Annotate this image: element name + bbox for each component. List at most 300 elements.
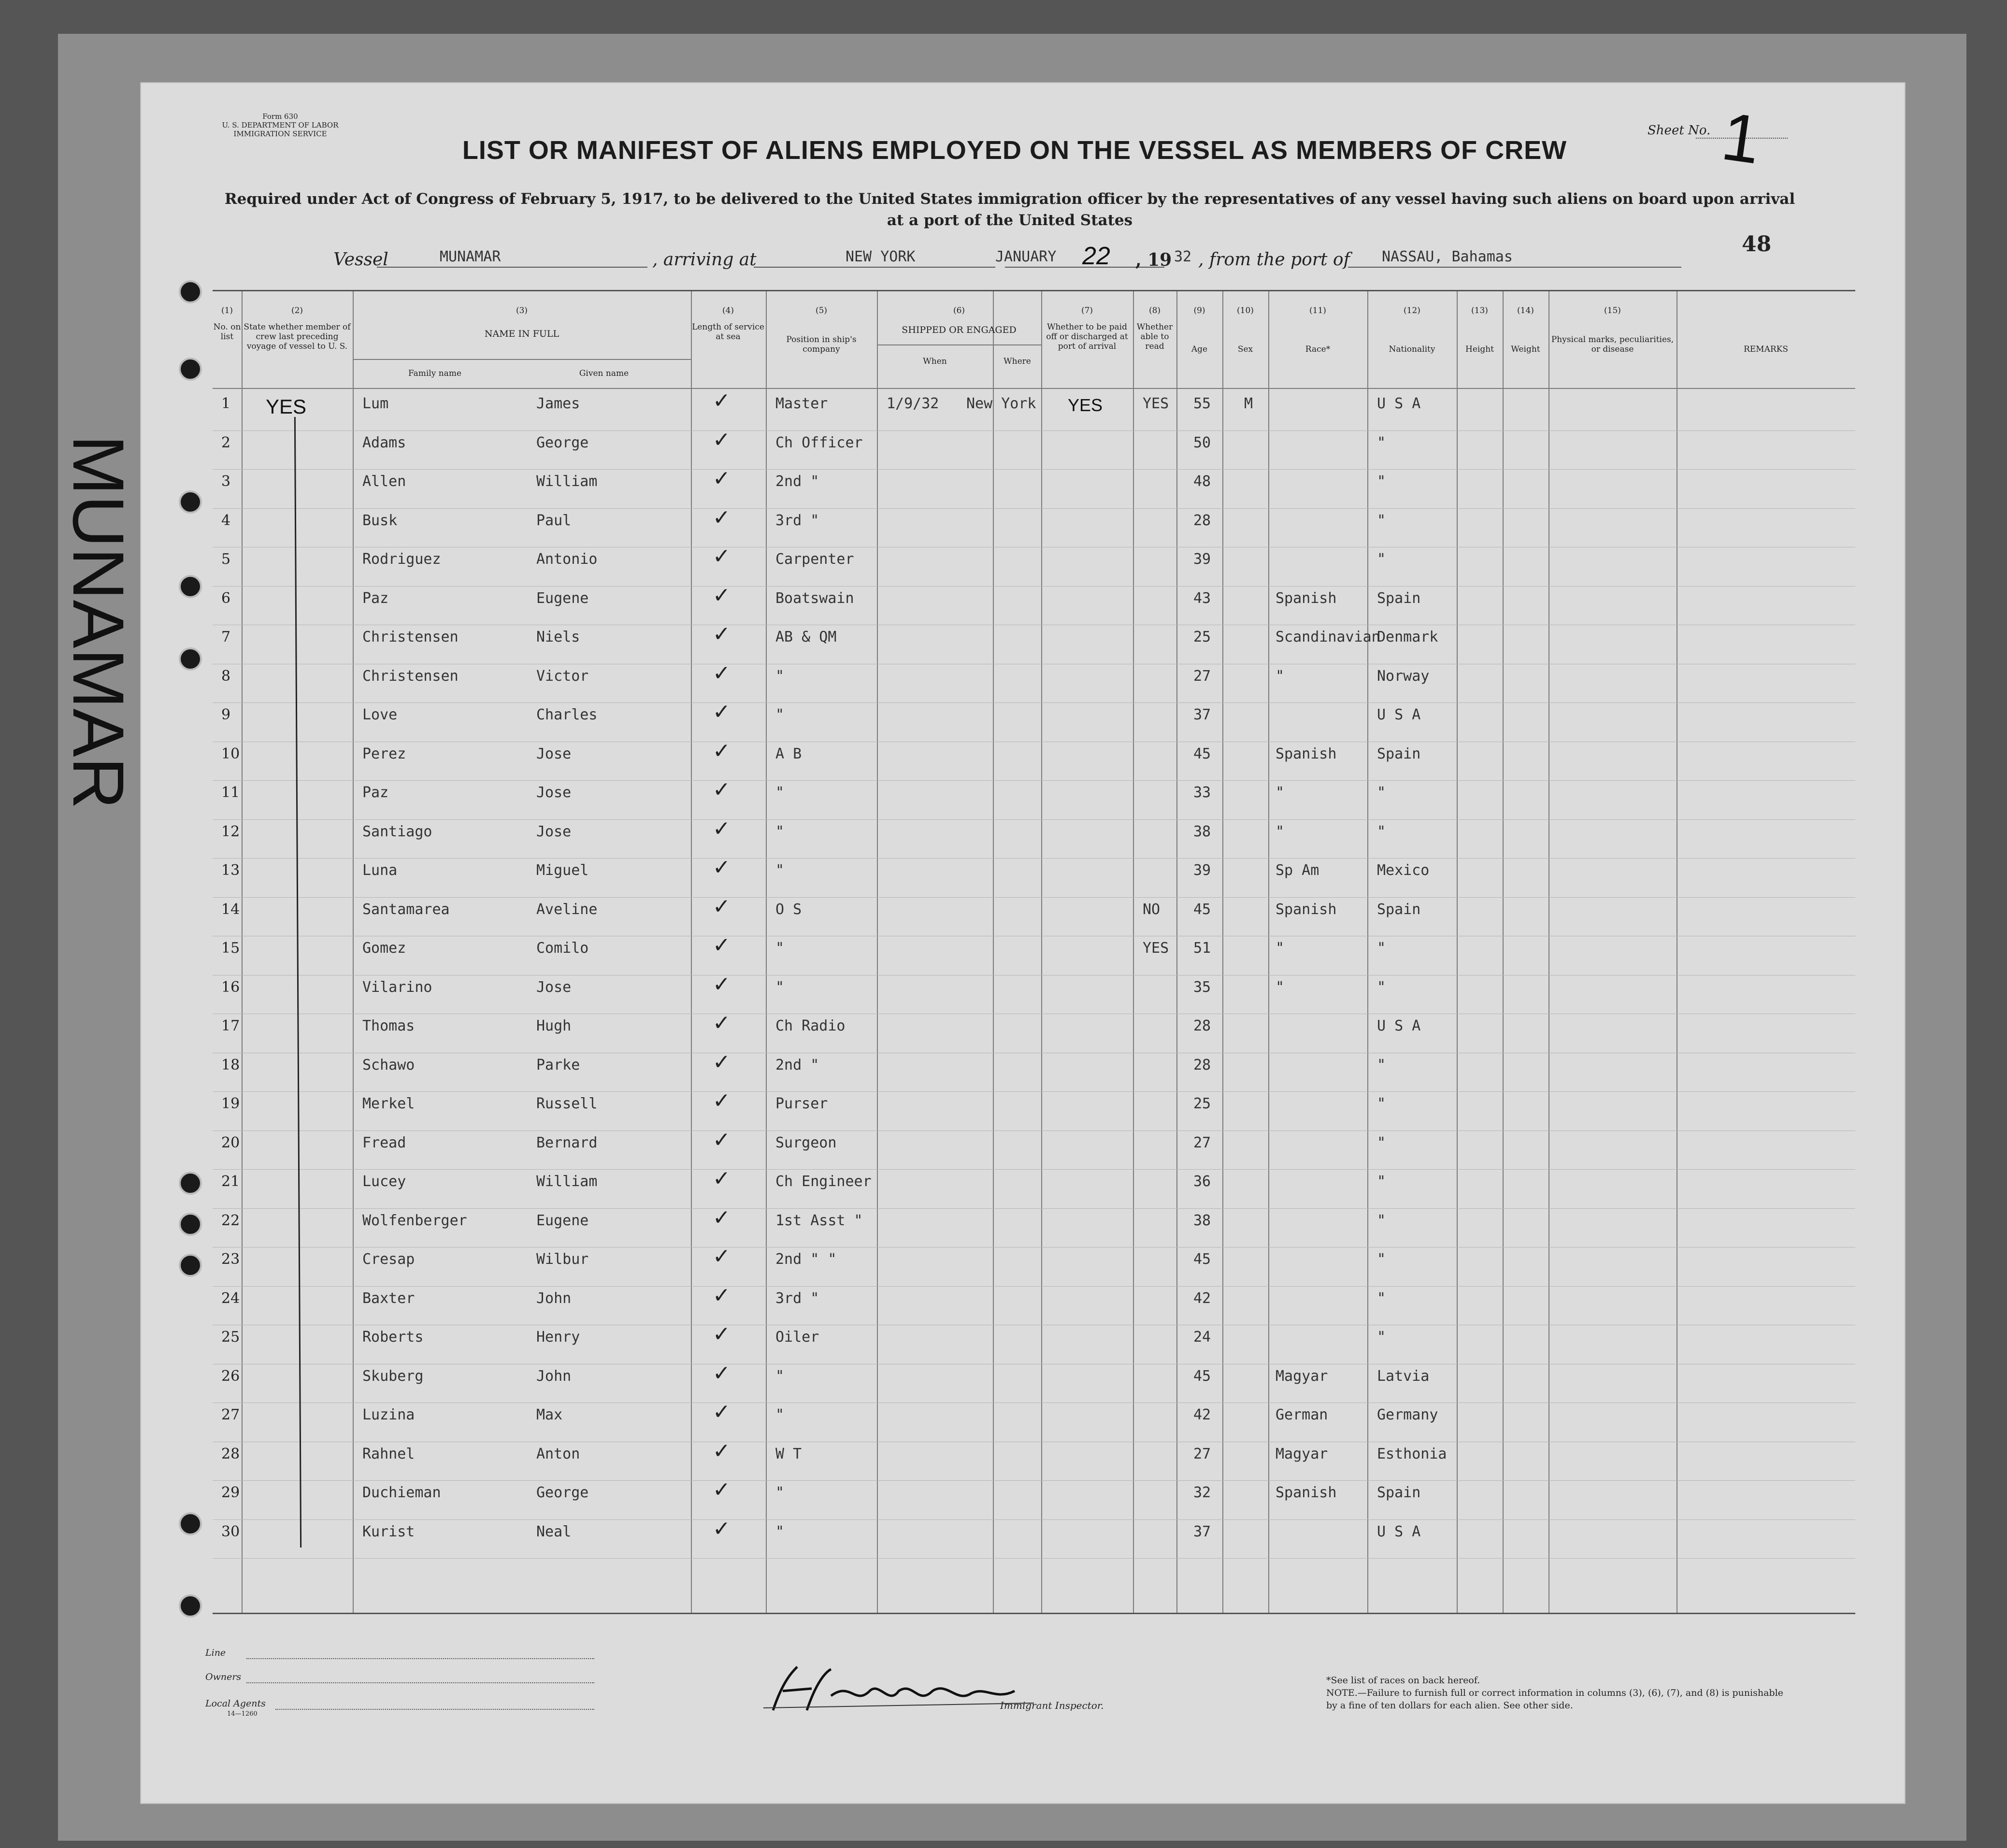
given-name: William	[536, 1173, 598, 1190]
nationality: Germany	[1377, 1406, 1438, 1423]
service-check: ✓	[713, 1011, 731, 1035]
age: 24	[1193, 1329, 1211, 1346]
table-row-rule	[213, 1480, 1855, 1481]
race: Sp Am	[1276, 862, 1319, 879]
row-number: 11	[221, 784, 240, 801]
row-number: 18	[221, 1056, 240, 1074]
service-check: ✓	[713, 427, 731, 452]
row-number: 19	[221, 1095, 240, 1112]
family-name-header: Family name	[408, 369, 462, 378]
page-number: 48	[1742, 232, 1772, 257]
table-row-rule	[213, 1091, 1855, 1092]
family-name: Wolfenberger	[362, 1212, 467, 1229]
shipped-header-rule	[877, 344, 1041, 345]
service-check: ✓	[713, 388, 731, 413]
agents-form-number: 14—1260	[227, 1710, 258, 1718]
age: 28	[1193, 1056, 1211, 1074]
table-row-rule	[213, 780, 1855, 781]
year-prefix: , 19	[1135, 250, 1172, 270]
table-row-rule	[213, 1208, 1855, 1209]
punch-hole	[179, 358, 202, 381]
nationality: "	[1377, 551, 1386, 568]
given-name: Comilo	[536, 940, 589, 957]
age: 39	[1193, 862, 1211, 879]
age: 50	[1193, 434, 1211, 451]
col-7-header: (7) Whether to be paid off or discharged at port of arrival	[1046, 306, 1128, 351]
department-name: U. S. DEPARTMENT OF LABOR	[222, 121, 339, 129]
race: "	[1276, 940, 1285, 957]
age: 28	[1193, 512, 1211, 529]
given-name: John	[536, 1289, 572, 1307]
nationality: Norway	[1377, 667, 1430, 685]
age: 38	[1193, 823, 1211, 840]
position: "	[775, 784, 785, 801]
column-divider	[691, 291, 692, 1613]
arrival-month: JANUARY	[995, 248, 1057, 265]
nationality: U S A	[1377, 1523, 1421, 1540]
family-name: Rodriguez	[362, 551, 441, 568]
age: 43	[1193, 589, 1211, 607]
nationality: Spain	[1377, 745, 1421, 762]
family-name: Cresap	[362, 1251, 415, 1268]
given-name: Max	[536, 1406, 563, 1423]
position: "	[775, 1523, 785, 1540]
table-row-rule	[213, 858, 1855, 859]
family-name: Fread	[362, 1134, 406, 1151]
owners-label: Owners	[205, 1672, 242, 1682]
when-header: When	[923, 357, 947, 366]
col-9-header: (9) Age	[1191, 306, 1208, 354]
race: "	[1276, 784, 1285, 801]
col-10-header: (10) Sex	[1237, 306, 1254, 354]
able-to-read: NO	[1143, 901, 1161, 918]
family-name: Roberts	[362, 1329, 424, 1346]
voyage-line	[203, 242, 1701, 272]
col-5-header: (5) Position in ship's company	[786, 306, 857, 354]
age: 35	[1193, 978, 1211, 996]
punch-hole	[179, 1594, 202, 1618]
position: Ch Officer	[775, 434, 863, 451]
table-row-rule	[213, 819, 1855, 820]
service-check: ✓	[713, 1361, 731, 1386]
given-name: John	[536, 1367, 572, 1385]
header-rule	[213, 388, 1855, 389]
table-row-rule	[213, 1169, 1855, 1170]
family-name: Christensen	[362, 667, 459, 685]
nationality: Esthonia	[1377, 1445, 1447, 1462]
nationality: Spain	[1377, 1484, 1421, 1501]
service-check: ✓	[713, 1127, 731, 1152]
shipped-where: New York	[966, 395, 1036, 412]
race: "	[1276, 823, 1285, 840]
age: 32	[1193, 1484, 1211, 1501]
column-divider	[353, 291, 354, 1613]
position: "	[775, 978, 785, 996]
page-title: LIST OR MANIFEST OF ALIENS EMPLOYED ON THE VESSEL AS MEMBERS OF CREW	[462, 136, 1567, 165]
previous-voyage: YES	[266, 395, 307, 418]
position: 3rd "	[775, 512, 819, 529]
service-check: ✓	[713, 1400, 731, 1424]
position: "	[775, 1484, 785, 1501]
row-number: 12	[221, 823, 240, 840]
service-check: ✓	[713, 738, 731, 763]
name-header-rule	[353, 359, 691, 360]
nationality: Mexico	[1377, 862, 1430, 879]
given-name: Eugene	[536, 1212, 589, 1229]
arrival-year: 32	[1174, 248, 1192, 265]
given-name: George	[536, 434, 589, 451]
family-name: Luzina	[362, 1406, 415, 1423]
family-name: Skuberg	[362, 1367, 424, 1385]
table-row-rule	[213, 430, 1855, 431]
nationality: "	[1377, 1134, 1386, 1151]
position: 2nd "	[775, 1056, 819, 1074]
table-row-rule	[213, 1558, 1855, 1559]
able-to-read: YES	[1143, 395, 1169, 412]
family-name: Christensen	[362, 629, 459, 645]
age: 45	[1193, 1367, 1211, 1385]
service-check: ✓	[713, 583, 731, 608]
family-name: Rahnel	[362, 1445, 415, 1462]
column-divider	[242, 291, 243, 1613]
given-name: Neal	[536, 1523, 572, 1540]
age: 25	[1193, 629, 1211, 645]
nationality: Spain	[1377, 901, 1421, 918]
given-name: Parke	[536, 1056, 580, 1074]
row-number: 15	[221, 940, 240, 957]
given-name: Jose	[536, 745, 572, 762]
row-number: 1	[221, 395, 231, 412]
col-15-header: (15) Physical marks, peculiarities, or disease	[1551, 306, 1674, 354]
row-number: 6	[221, 589, 231, 607]
col-8-header: (8) Whether able to read	[1136, 306, 1173, 351]
from-port-label: , from the port of	[1198, 250, 1350, 270]
position: 3rd "	[775, 1289, 819, 1307]
row-number: 26	[221, 1367, 240, 1385]
service-check: ✓	[713, 505, 731, 530]
age: 45	[1193, 1251, 1211, 1268]
nationality: "	[1377, 1095, 1386, 1112]
nationality: U S A	[1377, 395, 1421, 412]
row-number: 28	[221, 1445, 240, 1462]
position: "	[775, 823, 785, 840]
position: 2nd " "	[775, 1251, 837, 1268]
given-name: William	[536, 473, 598, 490]
punch-hole	[179, 1213, 202, 1236]
vessel-underline	[377, 267, 647, 268]
row-number: 16	[221, 978, 240, 996]
column-divider	[1548, 291, 1549, 1613]
line-label: Line	[205, 1647, 226, 1658]
given-name: Antonio	[536, 551, 598, 568]
line-field	[246, 1658, 594, 1659]
position: O S	[775, 901, 802, 918]
family-name: Lum	[362, 395, 389, 412]
given-name: Jose	[536, 978, 572, 996]
from-port: NASSAU, Bahamas	[1382, 248, 1513, 265]
row-number: 29	[221, 1484, 240, 1501]
position: Carpenter	[775, 551, 854, 568]
given-name: Charles	[536, 706, 598, 723]
family-name: Luna	[362, 862, 398, 879]
given-name: Jose	[536, 823, 572, 840]
row-number: 5	[221, 551, 231, 568]
agents-label: Local Agents	[205, 1698, 266, 1709]
age: 33	[1193, 784, 1211, 801]
family-name: Busk	[362, 512, 398, 529]
position: "	[775, 1367, 785, 1385]
service-check: ✓	[713, 1205, 731, 1230]
position: Ch Engineer	[775, 1173, 872, 1190]
service-check: ✓	[713, 466, 731, 491]
service-check: ✓	[713, 972, 731, 997]
row-number: 17	[221, 1017, 240, 1034]
col-1-header: (1) No. on list	[213, 306, 241, 342]
column-divider	[1176, 291, 1177, 1613]
given-name: Niels	[536, 629, 580, 645]
table-row-rule	[213, 897, 1855, 898]
remarks-header: REMARKS	[1743, 344, 1789, 354]
given-name: Paul	[536, 512, 572, 529]
column-divider	[1457, 291, 1458, 1613]
race: Spanish	[1276, 589, 1337, 607]
punch-hole	[179, 575, 202, 598]
column-divider	[877, 291, 878, 1613]
row-number: 7	[221, 629, 231, 645]
position: 1st Asst "	[775, 1212, 863, 1229]
position: A B	[775, 745, 802, 762]
row-number: 23	[221, 1251, 240, 1268]
age: 37	[1193, 1523, 1211, 1540]
service-check: ✓	[713, 1244, 731, 1269]
sheet-label: Sheet No.	[1648, 123, 1711, 138]
age: 39	[1193, 551, 1211, 568]
family-name: Paz	[362, 784, 389, 801]
shipped-when: 1/9/32	[887, 395, 939, 412]
position: Purser	[775, 1095, 828, 1112]
col-6-header: (6) SHIPPED OR ENGAGED	[902, 306, 1017, 335]
position: Ch Radio	[775, 1017, 846, 1034]
given-name: Bernard	[536, 1134, 598, 1151]
table-row-rule	[213, 1286, 1855, 1287]
agents-field	[275, 1709, 594, 1710]
nationality: "	[1377, 1251, 1386, 1268]
row-number: 24	[221, 1289, 240, 1307]
punch-hole	[179, 1512, 202, 1535]
row-number: 10	[221, 745, 240, 762]
given-name: Eugene	[536, 589, 589, 607]
family-name: Santamarea	[362, 901, 450, 918]
form-number: Form 630	[262, 112, 298, 121]
nationality: "	[1377, 1212, 1386, 1229]
service-check: ✓	[713, 660, 731, 686]
family-name: Vilarino	[362, 978, 432, 996]
nationality: Latvia	[1377, 1367, 1430, 1385]
nationality: "	[1377, 1056, 1386, 1074]
position: Oiler	[775, 1329, 819, 1346]
table-row-rule	[213, 1519, 1855, 1520]
column-divider	[1222, 291, 1223, 1613]
row-number: 4	[221, 512, 231, 529]
given-name: Russell	[536, 1095, 598, 1112]
position: Boatswain	[775, 589, 854, 607]
age: 37	[1193, 706, 1211, 723]
family-name: Perez	[362, 745, 406, 762]
age: 48	[1193, 473, 1211, 490]
table-row-rule	[213, 586, 1855, 587]
row-number: 22	[221, 1212, 240, 1229]
col-14-header: (14) Weight	[1511, 306, 1540, 354]
service-check: ✓	[713, 1283, 731, 1308]
given-name: George	[536, 1484, 589, 1501]
arrival-port: NEW YORK	[846, 248, 916, 265]
race: "	[1276, 667, 1285, 685]
position: Master	[775, 395, 828, 412]
age: 27	[1193, 1134, 1211, 1151]
sex: M	[1244, 395, 1253, 412]
nationality: Denmark	[1377, 629, 1438, 645]
where-header: Where	[1004, 357, 1031, 366]
penalty-note: NOTE.—Failure to furnish full or correct information in columns (3), (6), (7), and (8) is punishable by a fine of ten dollars for each alien. See other side.	[1326, 1688, 1783, 1711]
punch-hole	[179, 1254, 202, 1277]
position: 2nd "	[775, 473, 819, 490]
age: 25	[1193, 1095, 1211, 1112]
family-name: Baxter	[362, 1289, 415, 1307]
age: 27	[1193, 1445, 1211, 1462]
nationality: "	[1377, 473, 1386, 490]
age: 27	[1193, 667, 1211, 685]
inspector-label: Immigrant Inspector.	[1000, 1700, 1104, 1711]
family-name: Paz	[362, 589, 389, 607]
vessel-name: MUNAMAR	[440, 248, 501, 265]
sheet-number: 1	[1717, 98, 1765, 178]
given-name: Aveline	[536, 901, 598, 918]
age: 36	[1193, 1173, 1211, 1190]
race: "	[1276, 978, 1285, 996]
owners-field	[246, 1682, 594, 1683]
punch-hole	[179, 647, 202, 671]
col-12-header: (12) Nationality	[1389, 306, 1435, 354]
race: Magyar	[1276, 1367, 1328, 1385]
able-to-read: YES	[1143, 940, 1169, 957]
row-number: 9	[221, 706, 231, 723]
service-check: ✓	[713, 777, 731, 802]
family-name: Allen	[362, 473, 406, 490]
col-11-header: (11) Race*	[1305, 306, 1331, 354]
given-name: Miguel	[536, 862, 589, 879]
family-name: Love	[362, 706, 398, 723]
table-row-rule	[213, 469, 1855, 470]
given-name: James	[536, 395, 580, 412]
service-check: ✓	[713, 622, 731, 646]
age: 42	[1193, 1406, 1211, 1423]
race: Scandinavian	[1276, 629, 1380, 645]
column-divider	[1503, 291, 1504, 1613]
nationality: "	[1377, 940, 1386, 957]
race: German	[1276, 1406, 1328, 1423]
position: "	[775, 706, 785, 723]
service-check: ✓	[713, 1322, 731, 1347]
row-number: 14	[221, 901, 240, 918]
service-check: ✓	[713, 855, 731, 880]
service-check: ✓	[713, 1477, 731, 1502]
position: "	[775, 862, 785, 879]
family-name: Gomez	[362, 940, 406, 957]
row-number: 2	[221, 434, 231, 451]
table-row-rule	[213, 702, 1855, 703]
position: "	[775, 940, 785, 957]
family-name: Schawo	[362, 1056, 415, 1074]
race: Spanish	[1276, 901, 1337, 918]
footnote	[1326, 1674, 1785, 1712]
punch-hole	[179, 490, 202, 514]
row-number: 30	[221, 1523, 240, 1540]
family-name: Merkel	[362, 1095, 415, 1112]
age: 45	[1193, 901, 1211, 918]
row-number: 27	[221, 1406, 240, 1423]
row-number: 20	[221, 1134, 240, 1151]
age: 51	[1193, 940, 1211, 957]
nationality: "	[1377, 1173, 1386, 1190]
row-number: 3	[221, 473, 231, 490]
age: 42	[1193, 1289, 1211, 1307]
service-check: ✓	[713, 1516, 731, 1541]
race: Spanish	[1276, 1484, 1337, 1501]
given-name: Anton	[536, 1445, 580, 1462]
page-subtitle: Required under Act of Congress of February 5, 1917, to be delivered to the United States immigration officer by the representatives of any vessel having such aliens on board upon arrival at a port of the United States	[224, 190, 1795, 229]
nationality: "	[1377, 434, 1386, 451]
service-check: ✓	[713, 544, 731, 569]
ditto-pen-line	[294, 417, 301, 1547]
service-check: ✓	[713, 1089, 731, 1113]
service-check: ✓	[713, 1166, 731, 1191]
family-name: Duchieman	[362, 1484, 441, 1501]
from-port-underline	[1348, 267, 1681, 268]
nationality: U S A	[1377, 1017, 1421, 1034]
paid-off: YES	[1068, 395, 1103, 415]
column-divider	[1133, 291, 1134, 1613]
given-name: Henry	[536, 1329, 580, 1346]
row-number: 25	[221, 1329, 240, 1346]
service-check: ✓	[713, 1438, 731, 1463]
age: 28	[1193, 1017, 1211, 1034]
family-name: Santiago	[362, 823, 432, 840]
position: AB & QM	[775, 629, 837, 645]
port-underline	[754, 267, 995, 268]
nationality: "	[1377, 823, 1386, 840]
column-divider	[993, 291, 994, 1613]
position: W T	[775, 1445, 802, 1462]
service-check: ✓	[713, 816, 731, 841]
row-number: 13	[221, 862, 240, 879]
nationality: "	[1377, 512, 1386, 529]
given-name: Victor	[536, 667, 589, 685]
col-13-header: (13) Height	[1465, 306, 1494, 354]
given-name-header: Given name	[579, 369, 629, 378]
service-name: IMMIGRATION SERVICE	[233, 129, 327, 138]
position: "	[775, 1406, 785, 1423]
service-check: ✓	[713, 894, 731, 919]
row-number: 21	[221, 1173, 240, 1190]
family-name: Lucey	[362, 1173, 406, 1190]
punch-hole	[179, 280, 202, 303]
crew-table	[213, 290, 1855, 1614]
inspector-signature	[754, 1662, 1044, 1720]
col-3-header: (3) NAME IN FULL	[484, 306, 559, 339]
nationality: "	[1377, 784, 1386, 801]
column-divider	[766, 291, 767, 1613]
column-divider	[1268, 291, 1269, 1613]
